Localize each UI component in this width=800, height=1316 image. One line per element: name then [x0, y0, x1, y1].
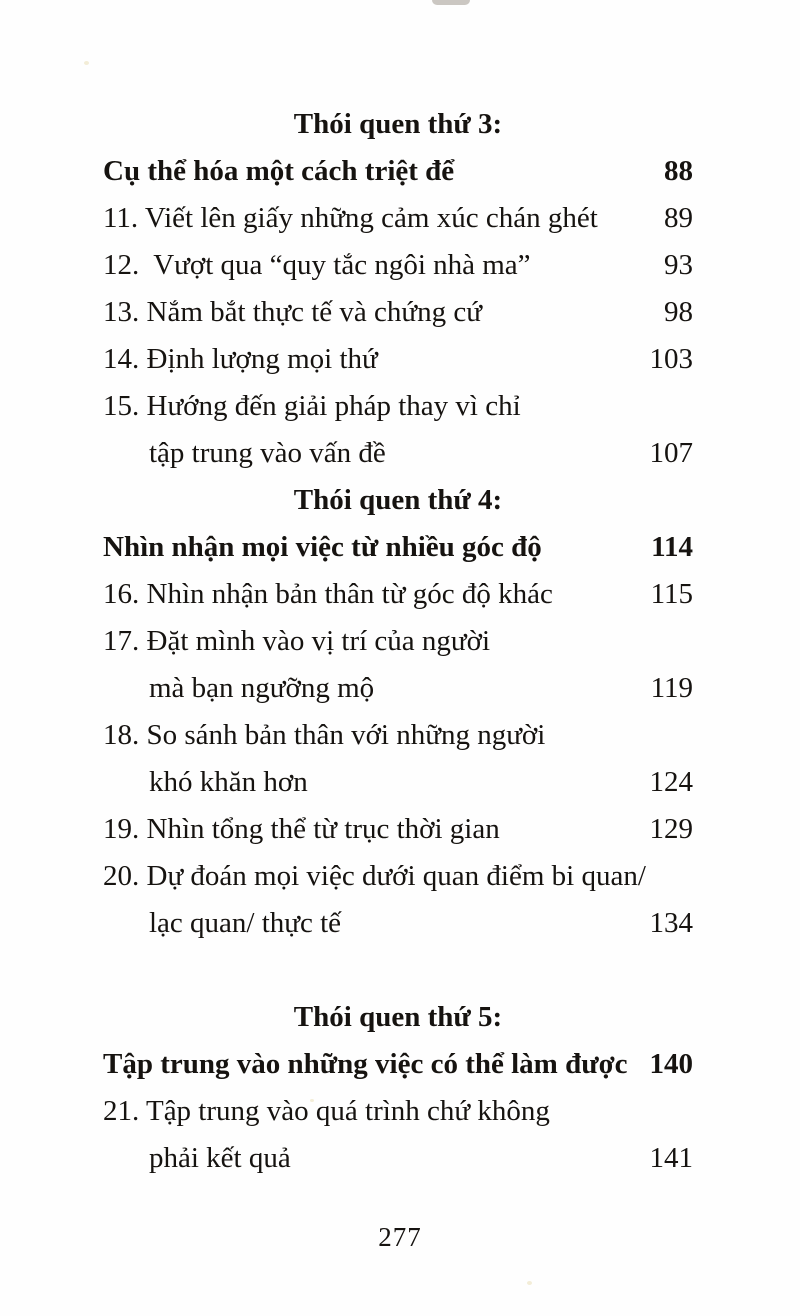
toc-entry-page: 119: [650, 672, 693, 704]
folio-page-number: 277: [378, 1222, 422, 1252]
toc-entry-title: 18. So sánh bản thân với những người: [103, 719, 546, 751]
scan-speck: [84, 61, 89, 65]
section-heading: [103, 477, 693, 524]
blank-line: [103, 947, 693, 994]
toc-row-continuation: [103, 759, 693, 806]
toc-entry-page: 141: [649, 1142, 693, 1174]
toc-row: [103, 148, 693, 195]
toc-row: [103, 618, 693, 665]
toc-entry-page: 103: [649, 343, 693, 375]
toc-row: [103, 1041, 693, 1088]
toc-entry-title: Tập trung vào những việc có thể làm được: [103, 1048, 628, 1080]
toc-row-continuation: [103, 1135, 693, 1182]
toc-entry-page: 98: [664, 296, 693, 328]
toc-row: [103, 1088, 693, 1135]
scan-smudge: [432, 0, 470, 5]
toc-entry-page: 115: [650, 578, 693, 610]
toc-entry-page: 129: [649, 813, 693, 845]
toc-entry-title: khó khăn hơn: [149, 766, 308, 798]
toc-entry-title: tập trung vào vấn đề: [149, 437, 386, 469]
toc-row: [103, 524, 693, 571]
toc-entry-title: mà bạn ngưỡng mộ: [149, 672, 375, 704]
toc-row-continuation: [103, 665, 693, 712]
toc-entry-title: 11. Viết lên giấy những cảm xúc chán ghét: [103, 202, 598, 234]
toc-entry-title: 20. Dự đoán mọi việc dưới quan điểm bi quan/: [103, 860, 646, 892]
section-heading: [103, 101, 693, 148]
toc-row: [103, 195, 693, 242]
toc-entry-page: 107: [649, 437, 693, 469]
toc-row: [103, 383, 693, 430]
toc-row: [103, 336, 693, 383]
toc-entry-title: 14. Định lượng mọi thứ: [103, 343, 378, 375]
toc-entry-page: 114: [651, 531, 693, 563]
toc-entry-title: lạc quan/ thực tế: [149, 907, 342, 939]
toc-row: [103, 853, 693, 900]
section-heading-label: Thói quen thứ 4:: [293, 484, 503, 516]
toc-entry-page: 124: [649, 766, 693, 798]
section-heading-label: Thói quen thứ 5:: [293, 1001, 503, 1033]
toc-entry-title: 15. Hướng đến giải pháp thay vì chỉ: [103, 390, 521, 422]
toc-entry-page: 93: [664, 249, 693, 281]
toc-entry-page: 89: [664, 202, 693, 234]
toc-row: [103, 289, 693, 336]
toc-row: [103, 712, 693, 759]
toc-entry-title: 13. Nắm bắt thực tế và chứng cứ: [103, 296, 482, 328]
toc-entry-title: 19. Nhìn tổng thể từ trục thời gian: [103, 813, 500, 845]
toc-row-continuation: [103, 900, 693, 947]
toc-entry-title: 16. Nhìn nhận bản thân từ góc độ khác: [103, 578, 553, 610]
toc-entry-title: phải kết quả: [149, 1142, 291, 1174]
toc-row: [103, 806, 693, 853]
toc-row: [103, 571, 693, 618]
toc-row-continuation: [103, 430, 693, 477]
toc-entry-title: 21. Tập trung vào quá trình chứ không: [103, 1095, 550, 1127]
toc-entry-title: 17. Đặt mình vào vị trí của người: [103, 625, 491, 657]
section-heading-label: Thói quen thứ 3:: [293, 108, 503, 140]
toc-entry-page: 134: [649, 907, 693, 939]
scan-speck: [527, 1281, 532, 1285]
toc-entry-page: 88: [664, 155, 693, 187]
table-of-contents: [103, 101, 693, 1182]
toc-row: [103, 242, 693, 289]
toc-entry-title: Cụ thể hóa một cách triệt để: [103, 155, 455, 187]
toc-entry-page: 140: [649, 1048, 693, 1080]
toc-entry-title: 12. Vượt qua “quy tắc ngôi nhà ma”: [103, 249, 531, 281]
toc-entry-title: Nhìn nhận mọi việc từ nhiều góc độ: [103, 531, 542, 563]
section-heading: [103, 994, 693, 1041]
